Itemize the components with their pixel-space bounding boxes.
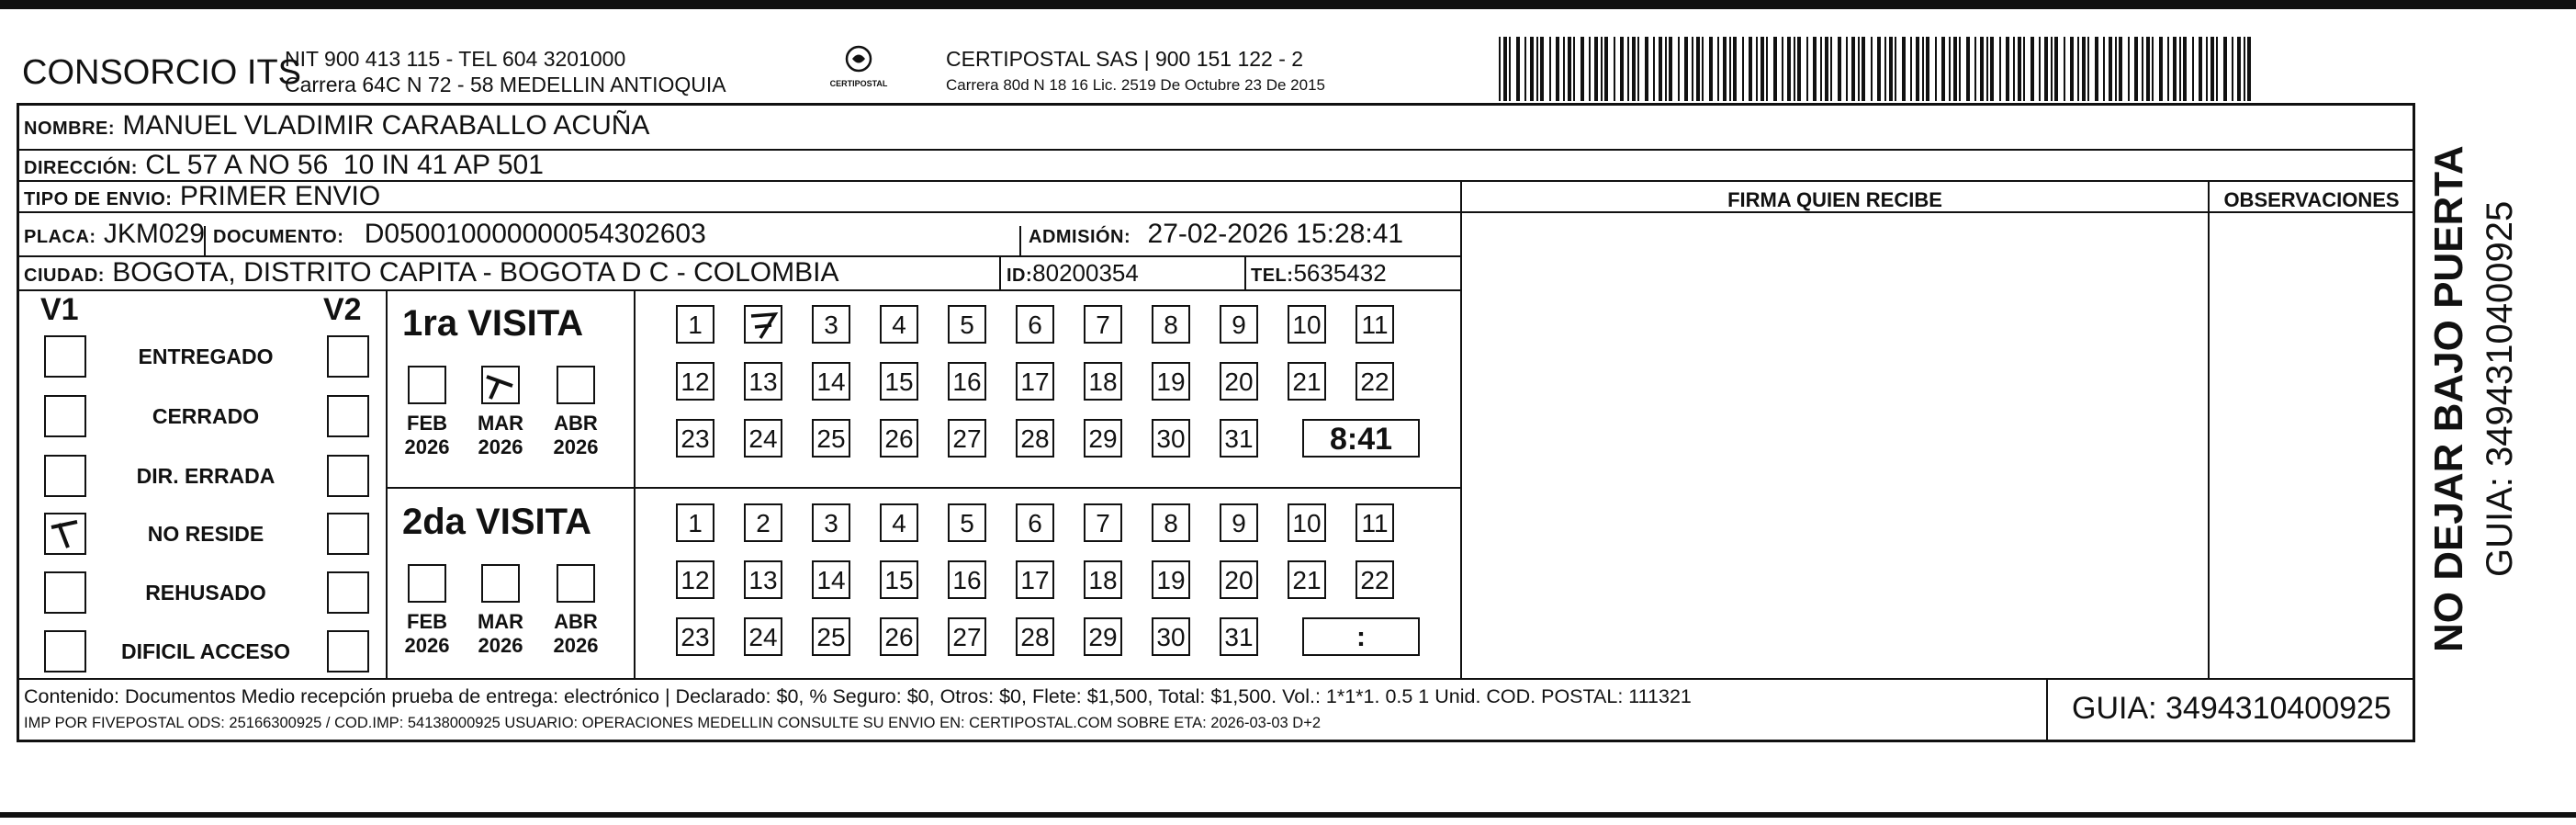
day-checkbox[interactable]: 4 xyxy=(880,503,918,542)
tel-value: 5635432 xyxy=(1293,259,1387,287)
v2-checkbox[interactable] xyxy=(327,630,369,672)
month-label: MAR 2026 xyxy=(477,610,524,657)
v2-checkbox[interactable] xyxy=(327,571,369,614)
status-option-label: DIFICIL ACCESO xyxy=(120,639,290,663)
day-checkbox[interactable]: 25 xyxy=(812,617,850,656)
status-option-label: CERRADO xyxy=(152,404,260,428)
day-checkbox[interactable]: 11 xyxy=(1355,305,1394,344)
day-checkbox[interactable]: 10 xyxy=(1288,305,1326,344)
day-checkbox[interactable]: 2 xyxy=(744,503,782,542)
day-checkbox[interactable]: 19 xyxy=(1152,560,1190,599)
day-checkbox[interactable]: 11 xyxy=(1355,503,1394,542)
day-checkbox[interactable]: 31 xyxy=(1220,419,1258,458)
id-label: ID: xyxy=(1007,266,1033,286)
company-nit: NIT 900 413 115 - TEL 604 3201000 xyxy=(285,47,626,71)
v2-header: V2 xyxy=(323,292,362,327)
month-label: FEB 2026 xyxy=(404,610,450,657)
month-label: ABR 2026 xyxy=(553,610,599,657)
month-checkbox[interactable] xyxy=(408,564,446,603)
direccion-field xyxy=(24,150,544,184)
day-checkbox[interactable]: 29 xyxy=(1084,617,1122,656)
day-checkbox[interactable]: 6 xyxy=(1016,503,1054,542)
day-checkbox[interactable]: 20 xyxy=(1220,560,1258,599)
v2-checkbox[interactable] xyxy=(327,455,369,497)
operator-line: CERTIPOSTAL SAS | 900 151 122 - 2 xyxy=(946,47,1304,71)
status-option-label: DIR. ERRADA xyxy=(136,464,276,488)
day-checkbox[interactable]: 14 xyxy=(812,560,850,599)
day-checkbox[interactable]: 27 xyxy=(948,617,986,656)
v2-checkbox[interactable] xyxy=(327,395,369,437)
day-checkbox[interactable]: 16 xyxy=(948,560,986,599)
barcode xyxy=(1499,37,2255,101)
footer-content-line: Contenido: Documentos Medio recepción prueba de entrega: electrónico | Declarado: $0, % Seguro: $0, Otros: $0, Flete: $1,500, Total: $1,500. Vol.: 1*1*1. 0.5 1 Unid. COD. POSTAL: 111321 xyxy=(24,685,1692,707)
month-checkbox[interactable] xyxy=(557,366,595,404)
documento-field xyxy=(213,219,706,253)
firma-column-header: FIRMA QUIEN RECIBE xyxy=(1727,188,1942,211)
day-checkbox[interactable]: 10 xyxy=(1288,503,1326,542)
day-checkbox[interactable]: 17 xyxy=(1016,362,1054,401)
day-checkbox[interactable]: 1 xyxy=(676,305,714,344)
v1-checkbox[interactable] xyxy=(44,455,86,497)
day-checkbox[interactable]: 15 xyxy=(880,362,918,401)
day-checkbox[interactable]: 19 xyxy=(1152,362,1190,401)
company-name: CONSORCIO ITS xyxy=(22,53,302,92)
day-checkbox[interactable]: 13 xyxy=(744,560,782,599)
day-checkbox[interactable]: 8 xyxy=(1152,503,1190,542)
day-checkbox[interactable]: 30 xyxy=(1152,617,1190,656)
documento-label: DOCUMENTO: xyxy=(213,227,344,247)
day-checkbox[interactable]: 18 xyxy=(1084,362,1122,401)
placa-label: PLACA: xyxy=(24,227,96,247)
status-option-label: NO RESIDE xyxy=(147,522,264,546)
day-checkbox[interactable]: 24 xyxy=(744,419,782,458)
v1-checkbox[interactable] xyxy=(44,335,86,378)
footer-guia: GUIA: 3494310400925 xyxy=(2072,691,2391,726)
ciudad-label: CIUDAD: xyxy=(24,266,105,286)
month-label: MAR 2026 xyxy=(477,412,524,458)
admision-value: 27-02-2026 15:28:41 xyxy=(1147,219,1404,249)
v1-checkbox[interactable] xyxy=(44,395,86,437)
time-field[interactable]: 8:41 xyxy=(1302,419,1420,458)
day-checkbox[interactable]: 26 xyxy=(880,419,918,458)
id-field xyxy=(1007,257,1139,291)
nombre-value: MANUEL VLADIMIR CARABALLO ACUÑA xyxy=(122,110,650,141)
footer-print-line: IMP POR FIVEPOSTAL ODS: 25166300925 / COD.IMP: 54138000925 USUARIO: OPERACIONES MEDELLIN CONSULTE SU ENVIO EN: CERTIPOSTAL.COM SOBRE ETA: 2026-03-03 D+2 xyxy=(24,715,1322,731)
documento-value: D050010000000054302603 xyxy=(364,219,706,249)
day-checkbox[interactable]: 30 xyxy=(1152,419,1190,458)
day-checkbox[interactable]: 15 xyxy=(880,560,918,599)
certipostal-logo xyxy=(827,42,891,99)
day-checkbox[interactable]: 12 xyxy=(676,560,714,599)
day-checkbox[interactable]: 28 xyxy=(1016,419,1054,458)
tel-field xyxy=(1251,257,1387,291)
day-checkbox[interactable]: 18 xyxy=(1084,560,1122,599)
day-checkbox[interactable]: 13 xyxy=(744,362,782,401)
ciudad-value: BOGOTA, DISTRITO CAPITA - BOGOTA D C - COLOMBIA xyxy=(112,257,839,288)
day-checkbox[interactable]: 16 xyxy=(948,362,986,401)
v1-checkbox[interactable] xyxy=(44,571,86,614)
admision-field xyxy=(1029,219,1403,253)
day-checkbox[interactable]: 24 xyxy=(744,617,782,656)
v1-checkbox[interactable] xyxy=(44,513,86,555)
top-edge-bar xyxy=(0,0,2576,9)
license-line: Carrera 80d N 18 16 Lic. 2519 De Octubre 23 De 2015 xyxy=(946,76,1325,94)
day-checkbox[interactable]: 21 xyxy=(1288,560,1326,599)
day-checkbox[interactable]: 28 xyxy=(1016,617,1054,656)
day-checkbox[interactable]: 22 xyxy=(1355,560,1394,599)
day-checkbox[interactable]: 17 xyxy=(1016,560,1054,599)
check-mark-icon xyxy=(746,307,781,342)
day-checkbox[interactable]: 21 xyxy=(1288,362,1326,401)
day-checkbox[interactable] xyxy=(744,305,782,344)
day-checkbox[interactable]: 25 xyxy=(812,419,850,458)
time-field[interactable]: : xyxy=(1302,617,1420,656)
day-checkbox[interactable]: 27 xyxy=(948,419,986,458)
status-option-label: ENTREGADO xyxy=(138,345,274,368)
day-checkbox[interactable]: 23 xyxy=(676,419,714,458)
placa-field xyxy=(24,219,205,253)
observaciones-column-header: OBSERVACIONES xyxy=(2223,188,2400,211)
day-checkbox[interactable]: 9 xyxy=(1220,305,1258,344)
day-checkbox[interactable]: 3 xyxy=(812,305,850,344)
nombre-label: NOMBRE: xyxy=(24,119,116,139)
logo-text: CERTIPOSTAL xyxy=(829,79,888,88)
v2-checkbox[interactable] xyxy=(327,335,369,378)
day-checkbox[interactable]: 26 xyxy=(880,617,918,656)
day-checkbox[interactable]: 29 xyxy=(1084,419,1122,458)
admision-label: ADMISIÓN: xyxy=(1029,227,1131,247)
nombre-field xyxy=(24,110,649,144)
tipo-envio-value: PRIMER ENVIO xyxy=(179,181,381,211)
day-checkbox[interactable]: 7 xyxy=(1084,503,1122,542)
month-label: FEB 2026 xyxy=(404,412,450,458)
direccion-value: CL 57 A NO 56 10 IN 41 AP 501 xyxy=(145,150,544,180)
month-checkbox[interactable] xyxy=(481,564,520,603)
id-value: 80200354 xyxy=(1032,259,1139,287)
day-checkbox[interactable]: 9 xyxy=(1220,503,1258,542)
day-checkbox[interactable]: 31 xyxy=(1220,617,1258,656)
tipo-envio-label: TIPO DE ENVIO: xyxy=(24,189,173,209)
day-checkbox[interactable]: 6 xyxy=(1016,305,1054,344)
day-checkbox[interactable]: 12 xyxy=(676,362,714,401)
day-checkbox[interactable]: 1 xyxy=(676,503,714,542)
tel-label: TEL: xyxy=(1251,266,1294,286)
day-checkbox[interactable]: 22 xyxy=(1355,362,1394,401)
month-label: ABR 2026 xyxy=(553,412,599,458)
placa-value: JKM029 xyxy=(103,219,205,249)
v1-header: V1 xyxy=(40,292,79,327)
day-checkbox[interactable]: 5 xyxy=(948,503,986,542)
day-checkbox[interactable]: 7 xyxy=(1084,305,1122,344)
month-checkbox[interactable] xyxy=(481,366,520,404)
direccion-label: DIRECCIÓN: xyxy=(24,158,138,178)
company-address: Carrera 64C N 72 - 58 MEDELLIN ANTIOQUIA xyxy=(285,73,726,96)
month-checkbox[interactable] xyxy=(408,366,446,404)
v2-checkbox[interactable] xyxy=(327,513,369,555)
side-guia: GUIA: 3494310400925 xyxy=(2480,200,2520,577)
day-checkbox[interactable]: 3 xyxy=(812,503,850,542)
day-checkbox[interactable]: 23 xyxy=(676,617,714,656)
ciudad-field xyxy=(24,257,839,291)
day-checkbox[interactable]: 5 xyxy=(948,305,986,344)
visit-title: 1ra VISITA xyxy=(402,303,584,344)
visit-title: 2da VISITA xyxy=(402,502,591,542)
status-option-label: REHUSADO xyxy=(145,581,266,605)
day-checkbox[interactable]: 14 xyxy=(812,362,850,401)
side-warning: NO DEJAR BAJO PUERTA xyxy=(2426,145,2471,652)
bottom-edge-bar xyxy=(0,812,2576,818)
month-checkbox[interactable] xyxy=(557,564,595,603)
v1-checkbox[interactable] xyxy=(44,630,86,672)
day-checkbox[interactable]: 8 xyxy=(1152,305,1190,344)
check-mark-icon xyxy=(46,514,84,553)
day-checkbox[interactable]: 20 xyxy=(1220,362,1258,401)
tipo-envio-field xyxy=(24,181,380,215)
check-mark-icon xyxy=(483,367,518,402)
day-checkbox[interactable]: 4 xyxy=(880,305,918,344)
